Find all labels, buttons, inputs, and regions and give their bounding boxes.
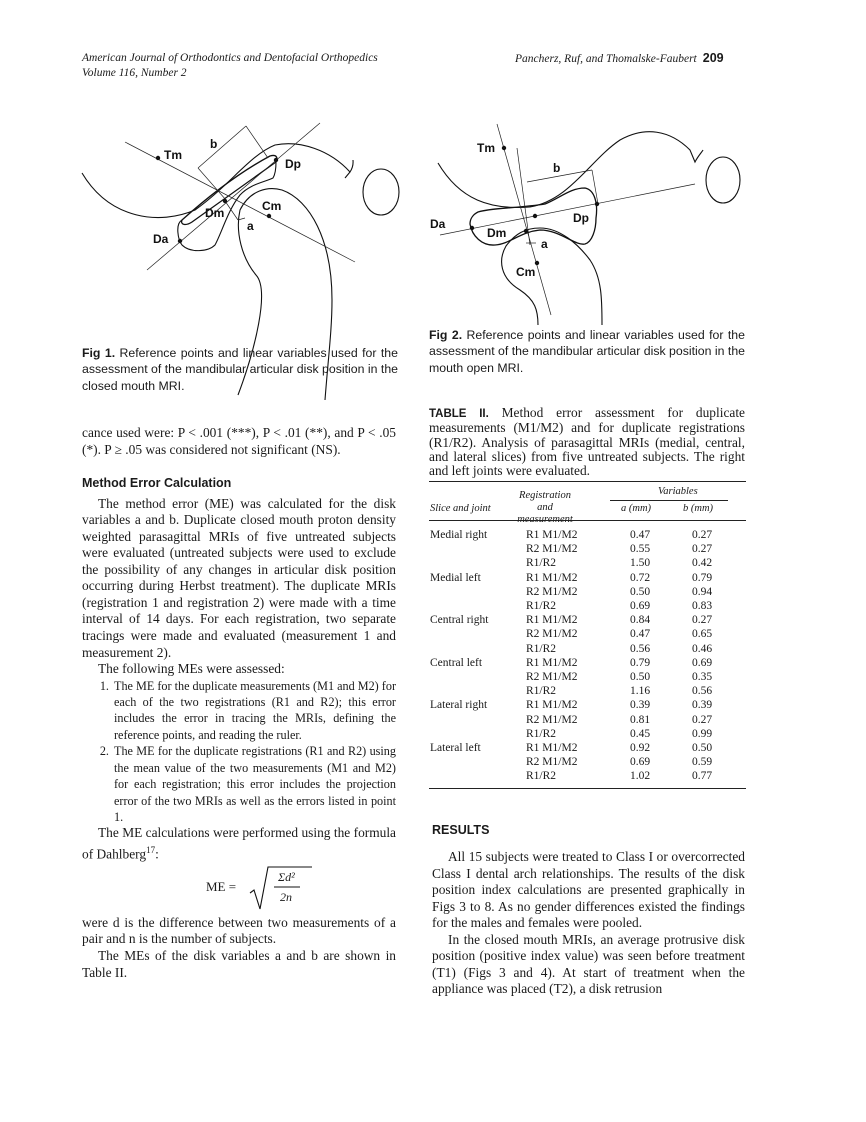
cell-slice [430, 556, 526, 570]
table-row [430, 556, 742, 570]
table-row [430, 542, 742, 556]
cell-a: 0.39 [630, 699, 651, 712]
cell-registration: R2 M1/M2 [526, 671, 578, 684]
cell-a: 1.16 [630, 685, 651, 698]
fig1-label-da: Da [153, 232, 169, 246]
cell-a: 0.50 [630, 585, 651, 598]
cell-b: 0.79 [692, 571, 713, 584]
cell-a: 0.47 [630, 529, 651, 541]
cell-registration: R1/R2 [526, 727, 557, 740]
cell-b: 0.42 [692, 557, 713, 570]
cell-slice [430, 755, 526, 769]
cell-slice: Medial left [430, 571, 481, 584]
me-list [82, 678, 396, 826]
cell-slice [430, 684, 526, 698]
cell-slice: Lateral right [430, 699, 488, 712]
table-2-title [429, 406, 745, 478]
figure-1-diagram [70, 100, 420, 350]
cell-b: 0.35 [692, 671, 713, 684]
cell-a: 0.84 [630, 614, 651, 627]
cell-slice: Central left [430, 656, 483, 669]
col-header-a: a (mm) [621, 503, 652, 514]
table-row [430, 755, 742, 769]
reference-superscript: 17 [146, 844, 156, 855]
col-header-slice: Slice and joint [430, 503, 491, 514]
results-column [432, 849, 745, 998]
results-paragraph-1: All 15 subjects were treated to Class I or overcorrected Class I dental arch relationships. The results of the disk position index calculations are presented graphically in Figs 3 to 8. As no gender differences existed the findings for the males and females were pooled. [432, 849, 745, 931]
cell-b: 0.99 [692, 727, 713, 740]
cell-registration: R1 M1/M2 [526, 614, 578, 627]
table-2-label: TABLE II. [429, 408, 489, 420]
cell-a: 0.47 [630, 628, 651, 641]
cell-b: 0.83 [692, 600, 713, 613]
formula-intro: The ME calculations were performed using the formula of Dahlberg$^{17}$: [82, 825, 396, 862]
table-row [430, 599, 742, 613]
cell-slice [430, 713, 526, 727]
cell-registration: R1/R2 [526, 642, 557, 655]
fig2-label-dm: Dm [487, 226, 507, 240]
page-number: 209 [702, 51, 724, 65]
cell-b: 0.94 [692, 585, 713, 598]
table-row [430, 642, 742, 656]
cell-b: 0.65 [692, 628, 713, 641]
table-row [430, 571, 742, 585]
running-header-left [82, 51, 378, 81]
cell-b: 0.56 [692, 685, 713, 698]
table-row [430, 741, 742, 755]
table-bottom-rule [429, 788, 746, 789]
cell-registration: R1/R2 [526, 770, 557, 783]
method-error-paragraph: The method error (ME) was calculated for the disk variables a and b. Duplicate closed mouth proton density weighted parasagittal MRIs of five untreated subjects were evaluated (untreated subjects were used to exclude the possibility of any changes in articular disk position occurring during Herbst treatment). The duplicate MRIs (registration 1 and registration 2) were made with a time interval of 14 days. For each registration, two separate tracings were made and evaluated (measurement 1 and measurement 2). [82, 495, 396, 660]
section-heading-method-error: Method Error Calculation [82, 476, 232, 491]
section-heading-results: RESULTS [432, 823, 490, 837]
fig1-label-dp: Dp [285, 157, 301, 171]
cell-registration: R1 M1/M2 [526, 571, 578, 584]
cell-a: 0.50 [630, 671, 651, 684]
journal-title: American Journal of Orthodontics and Dentofacial Orthopedics [82, 52, 378, 64]
cell-a: 0.56 [630, 642, 651, 655]
table-row [430, 585, 742, 599]
cell-b: 0.27 [692, 529, 713, 541]
cell-a: 1.02 [630, 770, 651, 783]
col-header-registration-line1: Registration and [519, 490, 571, 513]
table-row [430, 656, 742, 670]
fig1-label-dm: Dm [205, 206, 225, 220]
cell-a: 0.69 [630, 756, 651, 769]
figure-1-caption-label: Fig 1. [82, 346, 116, 360]
fig2-label-dp: Dp [573, 211, 589, 225]
authors: Pancherz, Ruf, and Thomalske-Faubert [515, 53, 697, 65]
fig1-label-b: b [210, 137, 218, 151]
figure-1-caption [82, 345, 398, 394]
cell-registration: R2 M1/M2 [526, 543, 578, 556]
cell-a: 0.72 [630, 571, 651, 584]
figure-2-diagram [420, 100, 760, 325]
table-row [430, 684, 742, 698]
significance-paragraph: cance used were: P < .001 (***), P < .01 (**), and P < .05 (*). P ≥ .05 was considered not significant (NS). [82, 425, 396, 457]
figure-1-caption-text: Reference points and linear variables used for the assessment of the mandibular articular disk position in the closed mouth MRI. [82, 346, 398, 393]
formula-denominator: 2n [280, 889, 292, 904]
table-row [430, 528, 742, 542]
cell-b: 0.39 [692, 699, 713, 712]
list-item: 1. The ME for the duplicate measurements (M1 and M2) for each of the two registrations (R1 and R2); this error includes the error in tracing the MRIs, defining the reference points, and reading the ruler. [112, 678, 396, 744]
cell-b: 0.77 [692, 770, 713, 783]
cell-registration: R1 M1/M2 [526, 699, 578, 712]
cell-slice: Medial right [430, 529, 488, 541]
formula-numerator: Σd² [278, 869, 295, 884]
cell-slice [430, 642, 526, 656]
table-header-rule [429, 520, 746, 521]
cell-registration: R2 M1/M2 [526, 585, 578, 598]
cell-registration: R2 M1/M2 [526, 628, 578, 641]
cell-a: 0.55 [630, 543, 651, 556]
cell-b: 0.59 [692, 756, 713, 769]
fig2-label-tm: Tm [477, 141, 495, 155]
formula-explanation: were d is the difference between two measurements of a pair and n is the number of subjects. [82, 914, 396, 947]
cell-registration: R1/R2 [526, 557, 557, 570]
list-item: 2. The ME for the duplicate registrations (R1 and R2) using the mean value of the two measurements (M1 and M2) for each registration; this error includes the projection error of the two MRIs as well as the errors listed in point 1. [112, 743, 396, 825]
figure-2-caption [429, 327, 745, 376]
cell-slice [430, 670, 526, 684]
cell-slice [430, 585, 526, 599]
table-row [430, 769, 742, 783]
fig2-label-cm: Cm [516, 265, 536, 279]
results-paragraph-2: In the closed mouth MRIs, an average protrusive disk position (positive index value) was seen before treatment (T1) (Figs 3 and 4). At start of treatment when the appliance was placed (T2), a disk retrusion [432, 931, 745, 997]
cell-registration: R2 M1/M2 [526, 756, 578, 769]
figure-2-caption-text: Reference points and linear variables used for the assessment of the mandibular articular disk position in the mouth open MRI. [429, 328, 745, 375]
cell-a: 0.92 [630, 742, 651, 755]
cell-slice [430, 627, 526, 641]
cell-registration: R1 M1/M2 [526, 529, 578, 541]
variables-group-rule [610, 500, 728, 501]
cell-b: 0.27 [692, 543, 713, 556]
fig1-label-cm: Cm [262, 199, 282, 213]
journal-volume: Volume 116, Number 2 [82, 67, 187, 79]
table-row [430, 698, 742, 712]
me-formula [82, 865, 396, 911]
formula-lhs: ME = [206, 878, 237, 894]
cell-registration: R1/R2 [526, 685, 557, 698]
cell-b: 0.69 [692, 656, 713, 669]
table-top-rule [429, 481, 746, 482]
table-2-body [430, 528, 742, 784]
fig2-label-b: b [553, 161, 561, 175]
fig2-label-da: Da [430, 217, 446, 231]
cell-registration: R2 M1/M2 [526, 713, 578, 726]
cell-b: 0.50 [692, 742, 713, 755]
cell-slice [430, 542, 526, 556]
cell-slice [430, 599, 526, 613]
cell-a: 0.69 [630, 600, 651, 613]
list-intro: The following MEs were assessed: [98, 661, 285, 677]
cell-registration: R1/R2 [526, 600, 557, 613]
cell-b: 0.46 [692, 642, 713, 655]
table-2 [430, 528, 742, 784]
cell-registration: R1 M1/M2 [526, 742, 578, 755]
cell-slice: Lateral left [430, 742, 481, 755]
cell-a: 0.81 [630, 713, 651, 726]
fig1-label-tm: Tm [164, 148, 182, 162]
cell-b: 0.27 [692, 713, 713, 726]
fig1-label-a: a [247, 219, 254, 233]
cell-slice [430, 769, 526, 783]
cell-b: 0.27 [692, 614, 713, 627]
fig2-label-a: a [541, 237, 548, 251]
table-reference-paragraph: The MEs of the disk variables a and b are shown in Table II. [82, 947, 396, 980]
table-2-caption: Method error assessment for duplicate measurements (M1/M2) and for duplicate registrations (R1/R2). Analysis of parasagittal MRIs (medial, central, and lateral slices) from five untreated subjects. The right and left joints were evaluated. [429, 405, 745, 479]
cell-a: 1.50 [630, 557, 651, 570]
cell-slice: Central right [430, 614, 489, 627]
figure-2-caption-label: Fig 2. [429, 328, 463, 342]
cell-registration: R1 M1/M2 [526, 656, 578, 669]
running-header-right [515, 51, 724, 67]
table-row [430, 627, 742, 641]
table-row [430, 713, 742, 727]
table-row [430, 613, 742, 627]
cell-slice [430, 727, 526, 741]
cell-a: 0.45 [630, 727, 651, 740]
col-header-b: b (mm) [683, 503, 714, 514]
table-row [430, 670, 742, 684]
table-row [430, 727, 742, 741]
col-header-variables: Variables [658, 486, 698, 497]
formula-intro-text: The ME calculations were performed using the formula of Dahlberg [82, 825, 396, 862]
left-column [82, 425, 396, 981]
cell-a: 0.79 [630, 656, 651, 669]
